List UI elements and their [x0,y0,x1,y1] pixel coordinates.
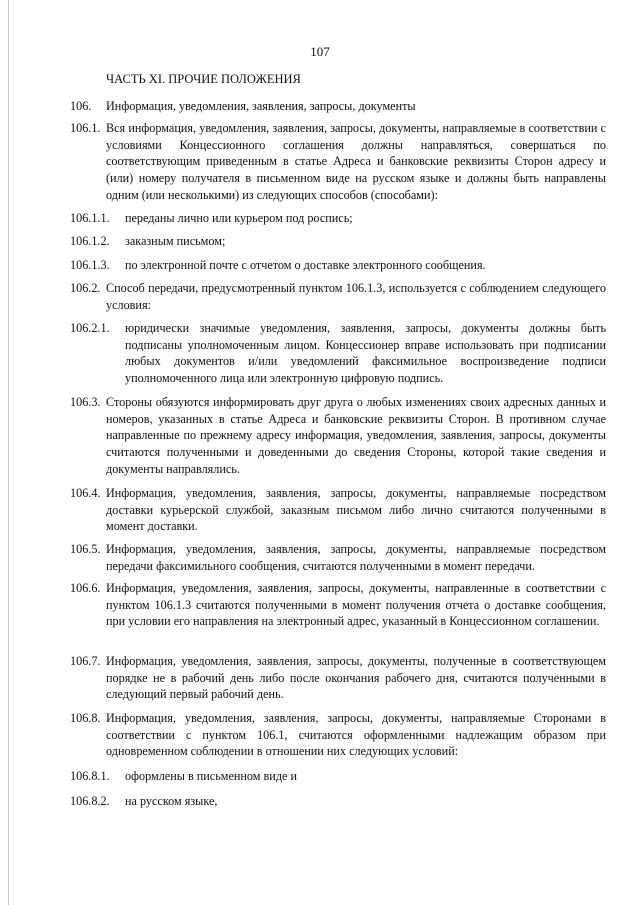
clause-number: 106.5. [70,542,101,556]
clause-106-4 [70,485,606,535]
clause-106-6 [70,580,606,630]
page-number: 107 [310,44,330,59]
clause-106-1 [70,120,606,204]
clause-number: 106.1.2. [70,234,110,248]
clause-number: 106.2. [70,281,101,295]
clause-106-5 [70,541,606,574]
clause-number: 106.4. [70,486,101,500]
clause-106-3 [70,394,606,478]
clause-number: 106.1.1. [70,211,110,225]
clause-106-8-1 [70,768,606,785]
clause-106 [70,98,606,115]
clause-number: 106.2.1. [70,321,110,335]
clause-106-7 [70,653,606,703]
clause-text: заказным письмом; [125,234,226,248]
clause-number: 106.8.2. [70,794,110,808]
clause-text: на русском языке, [125,794,218,808]
clause-number: 106.7. [70,654,101,668]
clause-106-8 [70,710,606,760]
clause-text: Информация, уведомления, заявления, запросы, документы, полученные в соответствующем порядке не в рабочий день либо после окончания рабочего дня, считаются полученными в следующий первый рабочий день. [106,654,606,702]
clause-text: оформлены в письменном виде и [125,769,298,783]
clause-text: Информация, уведомления, заявления, запросы, документы, направляемые посредством передачи факсимильного сообщения, считаются полученными в момент передачи. [106,542,606,573]
clause-number: 106.1.3. [70,258,110,272]
clause-text: Информация, уведомления, заявления, запросы, документы, направляемые Сторонами в соответствии с пунктом 106.1, считаются оформленными надлежащим образом при одновременном соблюдении в отношении них следующих условий: [106,711,606,759]
clause-106-1-3 [70,257,606,274]
clause-text: Информация, уведомления, заявления, запросы, документы, направленные в соответствии с пунктом 106.1.3 считаются полученными в момент получения отчета о доставке сообщения, при условии его направления на электронный адрес, указанный в Концессионном соглашении. [106,581,606,629]
clause-text: Вся информация, уведомления, заявления, запросы, документы, направляемые в соответствии с условиями Концессионного соглашения должны направляться, совершаться по соответствующим приведенным в статье Адреса и банковские реквизиты Сторон адресу и (или) номеру получателя в письменном виде на русском языке и должны быть направлены одним (или несколькими) из следующих способов (способами): [106,121,606,202]
clause-number: 106.1. [70,121,101,135]
clause-106-1-2 [70,233,606,250]
scan-edge-line [8,0,9,905]
clause-106-2-1 [70,320,606,387]
clause-text: Стороны обязуются информировать друг друга о любых изменениях своих адресных данных и номеров, указанных в статье Адреса и банковские реквизиты Сторон. В противном случае направленные по прежнему адресу информация, уведомления, заявления, запросы, документы считаются полученными и доведенными до сведения Стороны, которой такие сведения и документы направлялись. [106,395,606,476]
clause-106-1-1 [70,210,606,227]
clause-text: Способ передачи, предусмотренный пунктом 106.1.3, используется с соблюдением следующего условия: [106,281,606,312]
clause-text: Информация, уведомления, заявления, запросы, документы [106,99,416,113]
clause-number: 106.8. [70,711,101,725]
part-title: ЧАСТЬ XI. ПРОЧИЕ ПОЛОЖЕНИЯ [106,72,301,86]
clause-number: 106.6. [70,581,101,595]
clause-text: переданы лично или курьером под роспись; [125,211,353,225]
clause-number: 106. [70,99,92,113]
clause-106-8-2 [70,793,606,810]
clause-text: юридически значимые уведомления, заявления, запросы, документы должны быть подписаны уполномоченным лицом. Концессионер вправе использовать при подписании любых документов и/или уведомлений факсимильное воспроизведение подписи уполномоченного лица или электронную цифровую подпись. [125,321,606,386]
clause-number: 106.8.1. [70,769,110,783]
clause-text: по электронной почте с отчетом о доставке электронного сообщения. [125,258,486,272]
clause-number: 106.3. [70,395,101,409]
clause-106-2 [70,280,606,313]
clause-text: Информация, уведомления, заявления, запросы, документы, направляемые посредством доставки курьерской службой, заказным письмом либо лично считаются полученными в момент доставки. [106,486,606,534]
